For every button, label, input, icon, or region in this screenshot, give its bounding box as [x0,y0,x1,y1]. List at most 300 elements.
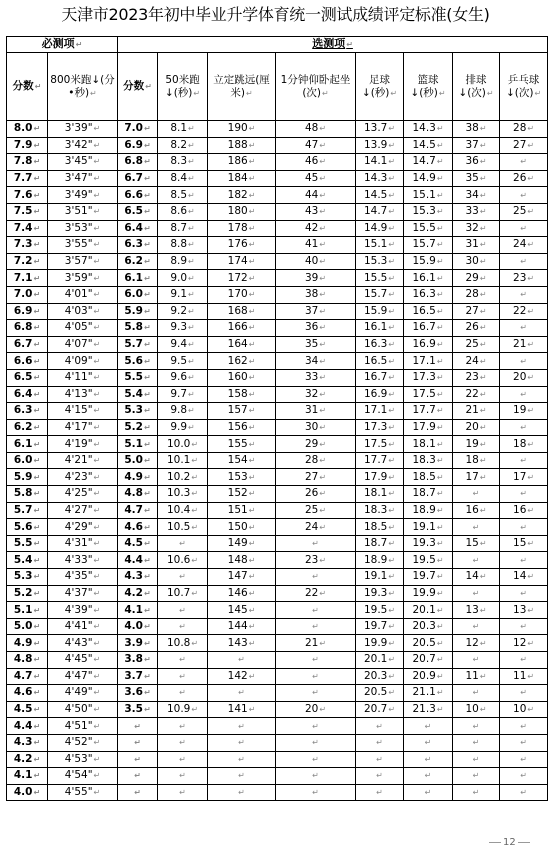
cell-pingpong: 11 ↵ [500,668,548,685]
cell-situp: 32 ↵ [276,386,356,403]
cell-jump: 174 ↵ [208,253,276,270]
cell-basketball: 18.5 ↵ [404,469,453,486]
cell-volleyball: 27 ↵ [453,303,500,320]
cell-volleyball: 19 ↵ [453,436,500,453]
cell-jump: 154 ↵ [208,452,276,469]
cell-pingpong [500,386,548,403]
cell-run800: 4'27" ↵ [48,502,118,519]
cell-basketball: 16.7 ↵ [404,320,453,337]
cell-situp [276,751,356,768]
table-row [7,436,548,453]
cell-football: 14.5 ↵ [356,187,404,204]
cell-opt-score: 6.6 ↵ [118,187,158,204]
cell-run800: 4'45" ↵ [48,652,118,669]
cell-basketball: 21.1 ↵ [404,685,453,702]
cell-opt-score: 5.5 ↵ [118,369,158,386]
cell-jump: 151 ↵ [208,502,276,519]
cell-jump: 156 ↵ [208,419,276,436]
cell-pingpong [500,652,548,669]
cell-run50 [158,734,208,751]
cell-jump: 143 ↵ [208,635,276,652]
cell-run800: 4'29" ↵ [48,519,118,536]
cell-jump: 149 ↵ [208,535,276,552]
cell-run800: 3'42" ↵ [48,137,118,154]
cell-opt-score: 6.9 ↵ [118,137,158,154]
cell-basketball [404,718,453,735]
cell-volleyball: 10 ↵ [453,701,500,718]
cell-basketball: 17.1 ↵ [404,353,453,370]
cell-run50 [158,718,208,735]
cell-volleyball: 24 ↵ [453,353,500,370]
cell-run800: 4'11" ↵ [48,369,118,386]
cell-run50 [158,652,208,669]
cell-pingpong [500,320,548,337]
cell-opt-score: 6.5 ↵ [118,203,158,220]
cell-run800: 4'41" ↵ [48,618,118,635]
cell-situp: 28 ↵ [276,452,356,469]
cell-football: 17.9 ↵ [356,469,404,486]
cell-run50: 10.0 ↵ [158,436,208,453]
table-row [7,552,548,569]
header-required-score: 分数 ↵ [7,53,48,121]
cell-pingpong: 19 ↵ [500,403,548,420]
cell-volleyball: 31 ↵ [453,237,500,254]
cell-football [356,718,404,735]
cell-pingpong [500,585,548,602]
cell-run800: 4'35" ↵ [48,569,118,586]
cell-opt-score: 3.9 ↵ [118,635,158,652]
cell-basketball: 19.9 ↵ [404,585,453,602]
cell-jump: 142 ↵ [208,668,276,685]
cell-basketball: 18.3 ↵ [404,452,453,469]
cell-run50: 8.6 ↵ [158,203,208,220]
cell-jump: 178 ↵ [208,220,276,237]
cell-football: 15.5 ↵ [356,270,404,287]
cell-football: 13.7 ↵ [356,121,404,138]
cell-football [356,751,404,768]
cell-jump: 172 ↵ [208,270,276,287]
cell-volleyball: 18 ↵ [453,452,500,469]
cell-run50: 9.0 ↵ [158,270,208,287]
cell-opt-score: 4.3 ↵ [118,569,158,586]
cell-req-score: 5.2 ↵ [7,585,48,602]
cell-run800: 4'25" ↵ [48,486,118,503]
cell-volleyball [453,768,500,785]
header-optional-score: 分数 ↵ [118,53,158,121]
table-row [7,336,548,353]
cell-jump: 176 ↵ [208,237,276,254]
cell-pingpong: 20 ↵ [500,369,548,386]
cell-opt-score: 4.9 ↵ [118,469,158,486]
cell-run50: 8.4 ↵ [158,170,208,187]
cell-basketball: 17.3 ↵ [404,369,453,386]
cell-run800: 4'03" ↵ [48,303,118,320]
cell-football: 14.1 ↵ [356,154,404,171]
cell-football: 19.3 ↵ [356,585,404,602]
cell-opt-score [118,718,158,735]
header-800m-run: 800米跑↓(分•秒) ↵ [48,53,118,121]
cell-pingpong: 26 ↵ [500,170,548,187]
cell-run50 [158,569,208,586]
cell-pingpong: 24 ↵ [500,237,548,254]
cell-req-score: 4.3 ↵ [7,734,48,751]
cell-volleyball [453,718,500,735]
cell-run50: 9.9 ↵ [158,419,208,436]
cell-basketball [404,734,453,751]
cell-req-score: 6.1 ↵ [7,436,48,453]
cell-volleyball: 38 ↵ [453,121,500,138]
cell-run50 [158,685,208,702]
cell-basketball: 18.9 ↵ [404,502,453,519]
cell-req-score: 6.9 ↵ [7,303,48,320]
table-row [7,585,548,602]
cell-football: 20.3 ↵ [356,668,404,685]
cell-volleyball: 26 ↵ [453,320,500,337]
cell-run800: 4'15" ↵ [48,403,118,420]
cell-run50: 9.1 ↵ [158,286,208,303]
cell-situp: 23 ↵ [276,552,356,569]
table-row [7,502,548,519]
cell-jump: 144 ↵ [208,618,276,635]
cell-situp: 26 ↵ [276,486,356,503]
cell-volleyball [453,618,500,635]
cell-situp: 41 ↵ [276,237,356,254]
cell-football: 19.9 ↵ [356,635,404,652]
cell-volleyball: 22 ↵ [453,386,500,403]
cell-jump: 170 ↵ [208,286,276,303]
cell-opt-score: 6.0 ↵ [118,286,158,303]
cell-run800: 4'05" ↵ [48,320,118,337]
cell-req-score: 6.3 ↵ [7,403,48,420]
column-header-row [7,53,548,121]
cell-opt-score: 4.7 ↵ [118,502,158,519]
table-row [7,203,548,220]
cell-run800: 4'49" ↵ [48,685,118,702]
cell-football: 16.3 ↵ [356,336,404,353]
cell-jump [208,652,276,669]
table-row [7,519,548,536]
cell-run50: 8.3 ↵ [158,154,208,171]
cell-volleyball [453,486,500,503]
cell-football: 17.5 ↵ [356,436,404,453]
cell-run50: 9.2 ↵ [158,303,208,320]
cell-pingpong [500,751,548,768]
cell-jump [208,784,276,801]
cell-basketball: 17.5 ↵ [404,386,453,403]
cell-opt-score: 3.8 ↵ [118,652,158,669]
cell-football: 18.1 ↵ [356,486,404,503]
cell-req-score: 5.9 ↵ [7,469,48,486]
cell-volleyball [453,585,500,602]
cell-football: 16.9 ↵ [356,386,404,403]
cell-situp [276,602,356,619]
cell-jump: 188 ↵ [208,137,276,154]
cell-jump: 147 ↵ [208,569,276,586]
cell-jump: 155 ↵ [208,436,276,453]
cell-basketball: 21.3 ↵ [404,701,453,718]
cell-football: 20.1 ↵ [356,652,404,669]
table-row [7,303,548,320]
cell-req-score: 5.7 ↵ [7,502,48,519]
cell-football: 14.3 ↵ [356,170,404,187]
cell-req-score: 5.4 ↵ [7,552,48,569]
table-row [7,353,548,370]
cell-run50: 8.5 ↵ [158,187,208,204]
table-row [7,320,548,337]
cell-req-score: 6.2 ↵ [7,419,48,436]
cell-volleyball: 12 ↵ [453,635,500,652]
cell-pingpong: 18 ↵ [500,436,548,453]
cell-req-score: 7.4 ↵ [7,220,48,237]
cell-req-score: 6.4 ↵ [7,386,48,403]
cell-req-score: 4.9 ↵ [7,635,48,652]
cell-basketball: 15.9 ↵ [404,253,453,270]
cell-pingpong [500,187,548,204]
score-standard-table [6,36,548,801]
cell-football: 15.7 ↵ [356,286,404,303]
cell-opt-score [118,768,158,785]
cell-football: 19.5 ↵ [356,602,404,619]
cell-football [356,784,404,801]
cell-opt-score: 5.8 ↵ [118,320,158,337]
cell-basketball: 19.7 ↵ [404,569,453,586]
header-50m-run: 50米跑↓(秒) ↵ [158,53,208,121]
cell-run800: 4'01" ↵ [48,286,118,303]
cell-jump: 157 ↵ [208,403,276,420]
cell-req-score: 7.2 ↵ [7,253,48,270]
cell-pingpong [500,419,548,436]
cell-situp: 35 ↵ [276,336,356,353]
cell-run800: 4'50" ↵ [48,701,118,718]
cell-jump: 146 ↵ [208,585,276,602]
cell-volleyball [453,734,500,751]
cell-run50 [158,784,208,801]
cell-football: 15.3 ↵ [356,253,404,270]
cell-football: 17.1 ↵ [356,403,404,420]
cell-situp [276,784,356,801]
cell-req-score: 5.1 ↵ [7,602,48,619]
cell-basketball: 20.7 ↵ [404,652,453,669]
page-dash-left [489,842,501,843]
cell-volleyball: 16 ↵ [453,502,500,519]
cell-jump: 184 ↵ [208,170,276,187]
cell-volleyball: 20 ↵ [453,419,500,436]
cell-req-score: 8.0 ↵ [7,121,48,138]
cell-jump: 158 ↵ [208,386,276,403]
table-row [7,569,548,586]
cell-volleyball: 14 ↵ [453,569,500,586]
cell-situp: 36 ↵ [276,320,356,337]
cell-football: 16.7 ↵ [356,369,404,386]
cell-situp: 22 ↵ [276,585,356,602]
cell-opt-score: 6.1 ↵ [118,270,158,287]
cell-pingpong: 25 ↵ [500,203,548,220]
cell-jump: 164 ↵ [208,336,276,353]
cell-basketball: 15.1 ↵ [404,187,453,204]
cell-basketball [404,751,453,768]
cell-pingpong [500,486,548,503]
cell-pingpong [500,734,548,751]
cell-pingpong [500,286,548,303]
cell-run800: 4'17" ↵ [48,419,118,436]
cell-run800: 3'59" ↵ [48,270,118,287]
cell-jump: 180 ↵ [208,203,276,220]
cell-run800: 3'51" ↵ [48,203,118,220]
cell-req-score: 4.4 ↵ [7,718,48,735]
cell-situp: 20 ↵ [276,701,356,718]
cell-situp: 43 ↵ [276,203,356,220]
cell-run50: 9.3 ↵ [158,320,208,337]
cell-jump [208,751,276,768]
table-row [7,187,548,204]
cell-situp: 44 ↵ [276,187,356,204]
header-situps: 1分钟仰卧起坐(次) ↵ [276,53,356,121]
cell-run800: 4'39" ↵ [48,602,118,619]
cell-pingpong: 16 ↵ [500,502,548,519]
table-row [7,452,548,469]
cell-opt-score: 3.6 ↵ [118,685,158,702]
header-football: 足球↓(秒) ↵ [356,53,404,121]
cell-opt-score [118,751,158,768]
cell-situp: 24 ↵ [276,519,356,536]
cell-req-score: 7.6 ↵ [7,187,48,204]
cell-basketball: 18.7 ↵ [404,486,453,503]
cell-run50: 10.2 ↵ [158,469,208,486]
cell-opt-score: 4.2 ↵ [118,585,158,602]
cell-pingpong [500,253,548,270]
cell-basketball: 14.3 ↵ [404,121,453,138]
cell-volleyball [453,652,500,669]
table-row [7,154,548,171]
optional-section-label: 选测项 ↵ [118,37,548,53]
cell-situp: 38 ↵ [276,286,356,303]
cell-volleyball: 35 ↵ [453,170,500,187]
table-row [7,602,548,619]
cell-basketball: 16.3 ↵ [404,286,453,303]
cell-opt-score: 5.4 ↵ [118,386,158,403]
cell-volleyball: 23 ↵ [453,369,500,386]
cell-pingpong: 15 ↵ [500,535,548,552]
cell-pingpong: 14 ↵ [500,569,548,586]
cell-run800: 3'55" ↵ [48,237,118,254]
cell-run800: 4'23" ↵ [48,469,118,486]
cell-run800: 4'13" ↵ [48,386,118,403]
table-row [7,751,548,768]
cell-situp [276,734,356,751]
cell-opt-score: 6.2 ↵ [118,253,158,270]
cell-football: 19.7 ↵ [356,618,404,635]
cell-football: 18.3 ↵ [356,502,404,519]
table-row [7,685,548,702]
cell-pingpong [500,618,548,635]
table-row [7,403,548,420]
table-row [7,734,548,751]
cell-req-score: 5.3 ↵ [7,569,48,586]
cell-run50: 8.2 ↵ [158,137,208,154]
cell-opt-score: 4.0 ↵ [118,618,158,635]
cell-basketball: 19.5 ↵ [404,552,453,569]
cell-volleyball [453,784,500,801]
cell-opt-score: 7.0 ↵ [118,121,158,138]
table-row [7,270,548,287]
header-standing-jump: 立定跳远(厘米) ↵ [208,53,276,121]
cell-req-score: 5.5 ↵ [7,535,48,552]
cell-jump: 182 ↵ [208,187,276,204]
cell-jump: 141 ↵ [208,701,276,718]
cell-pingpong: 10 ↵ [500,701,548,718]
table-row [7,768,548,785]
table-row [7,237,548,254]
cell-volleyball [453,751,500,768]
cell-req-score: 4.7 ↵ [7,668,48,685]
cell-run50 [158,768,208,785]
cell-jump: 148 ↵ [208,552,276,569]
cell-opt-score: 5.6 ↵ [118,353,158,370]
cell-run50: 10.3 ↵ [158,486,208,503]
cell-football: 19.1 ↵ [356,569,404,586]
cell-situp: 48 ↵ [276,121,356,138]
cell-opt-score: 5.2 ↵ [118,419,158,436]
cell-pingpong: 27 ↵ [500,137,548,154]
cell-football: 18.9 ↵ [356,552,404,569]
cell-run800: 4'53" ↵ [48,751,118,768]
cell-req-score: 4.5 ↵ [7,701,48,718]
cell-volleyball: 13 ↵ [453,602,500,619]
cell-opt-score: 4.1 ↵ [118,602,158,619]
cell-football [356,768,404,785]
cell-volleyball: 30 ↵ [453,253,500,270]
cell-situp [276,668,356,685]
cell-situp: 37 ↵ [276,303,356,320]
cell-pingpong: 12 ↵ [500,635,548,652]
cell-req-score: 4.6 ↵ [7,685,48,702]
cell-req-score: 5.0 ↵ [7,618,48,635]
cell-volleyball: 21 ↵ [453,403,500,420]
cell-pingpong: 13 ↵ [500,602,548,619]
table-row [7,469,548,486]
cell-run50: 10.8 ↵ [158,635,208,652]
table-row [7,419,548,436]
cell-pingpong: 21 ↵ [500,336,548,353]
cell-situp: 29 ↵ [276,436,356,453]
cell-basketball [404,768,453,785]
cell-req-score: 4.0 ↵ [7,784,48,801]
cell-opt-score [118,734,158,751]
cell-basketball: 14.9 ↵ [404,170,453,187]
cell-basketball: 16.1 ↵ [404,270,453,287]
cell-basketball: 16.9 ↵ [404,336,453,353]
cell-volleyball: 33 ↵ [453,203,500,220]
cell-situp [276,685,356,702]
cell-situp [276,768,356,785]
table-row [7,652,548,669]
cell-basketball: 14.7 ↵ [404,154,453,171]
cell-jump [208,685,276,702]
header-basketball: 篮球↓(秒) ↵ [404,53,453,121]
cell-run50: 8.9 ↵ [158,253,208,270]
cell-situp: 25 ↵ [276,502,356,519]
cell-req-score: 7.9 ↵ [7,137,48,154]
cell-run50: 8.8 ↵ [158,237,208,254]
cell-run800: 3'53" ↵ [48,220,118,237]
cell-pingpong [500,718,548,735]
cell-basketball: 20.5 ↵ [404,635,453,652]
cell-run50: 10.6 ↵ [158,552,208,569]
cell-situp: 40 ↵ [276,253,356,270]
cell-volleyball: 29 ↵ [453,270,500,287]
cell-situp: 47 ↵ [276,137,356,154]
cell-opt-score: 5.1 ↵ [118,436,158,453]
